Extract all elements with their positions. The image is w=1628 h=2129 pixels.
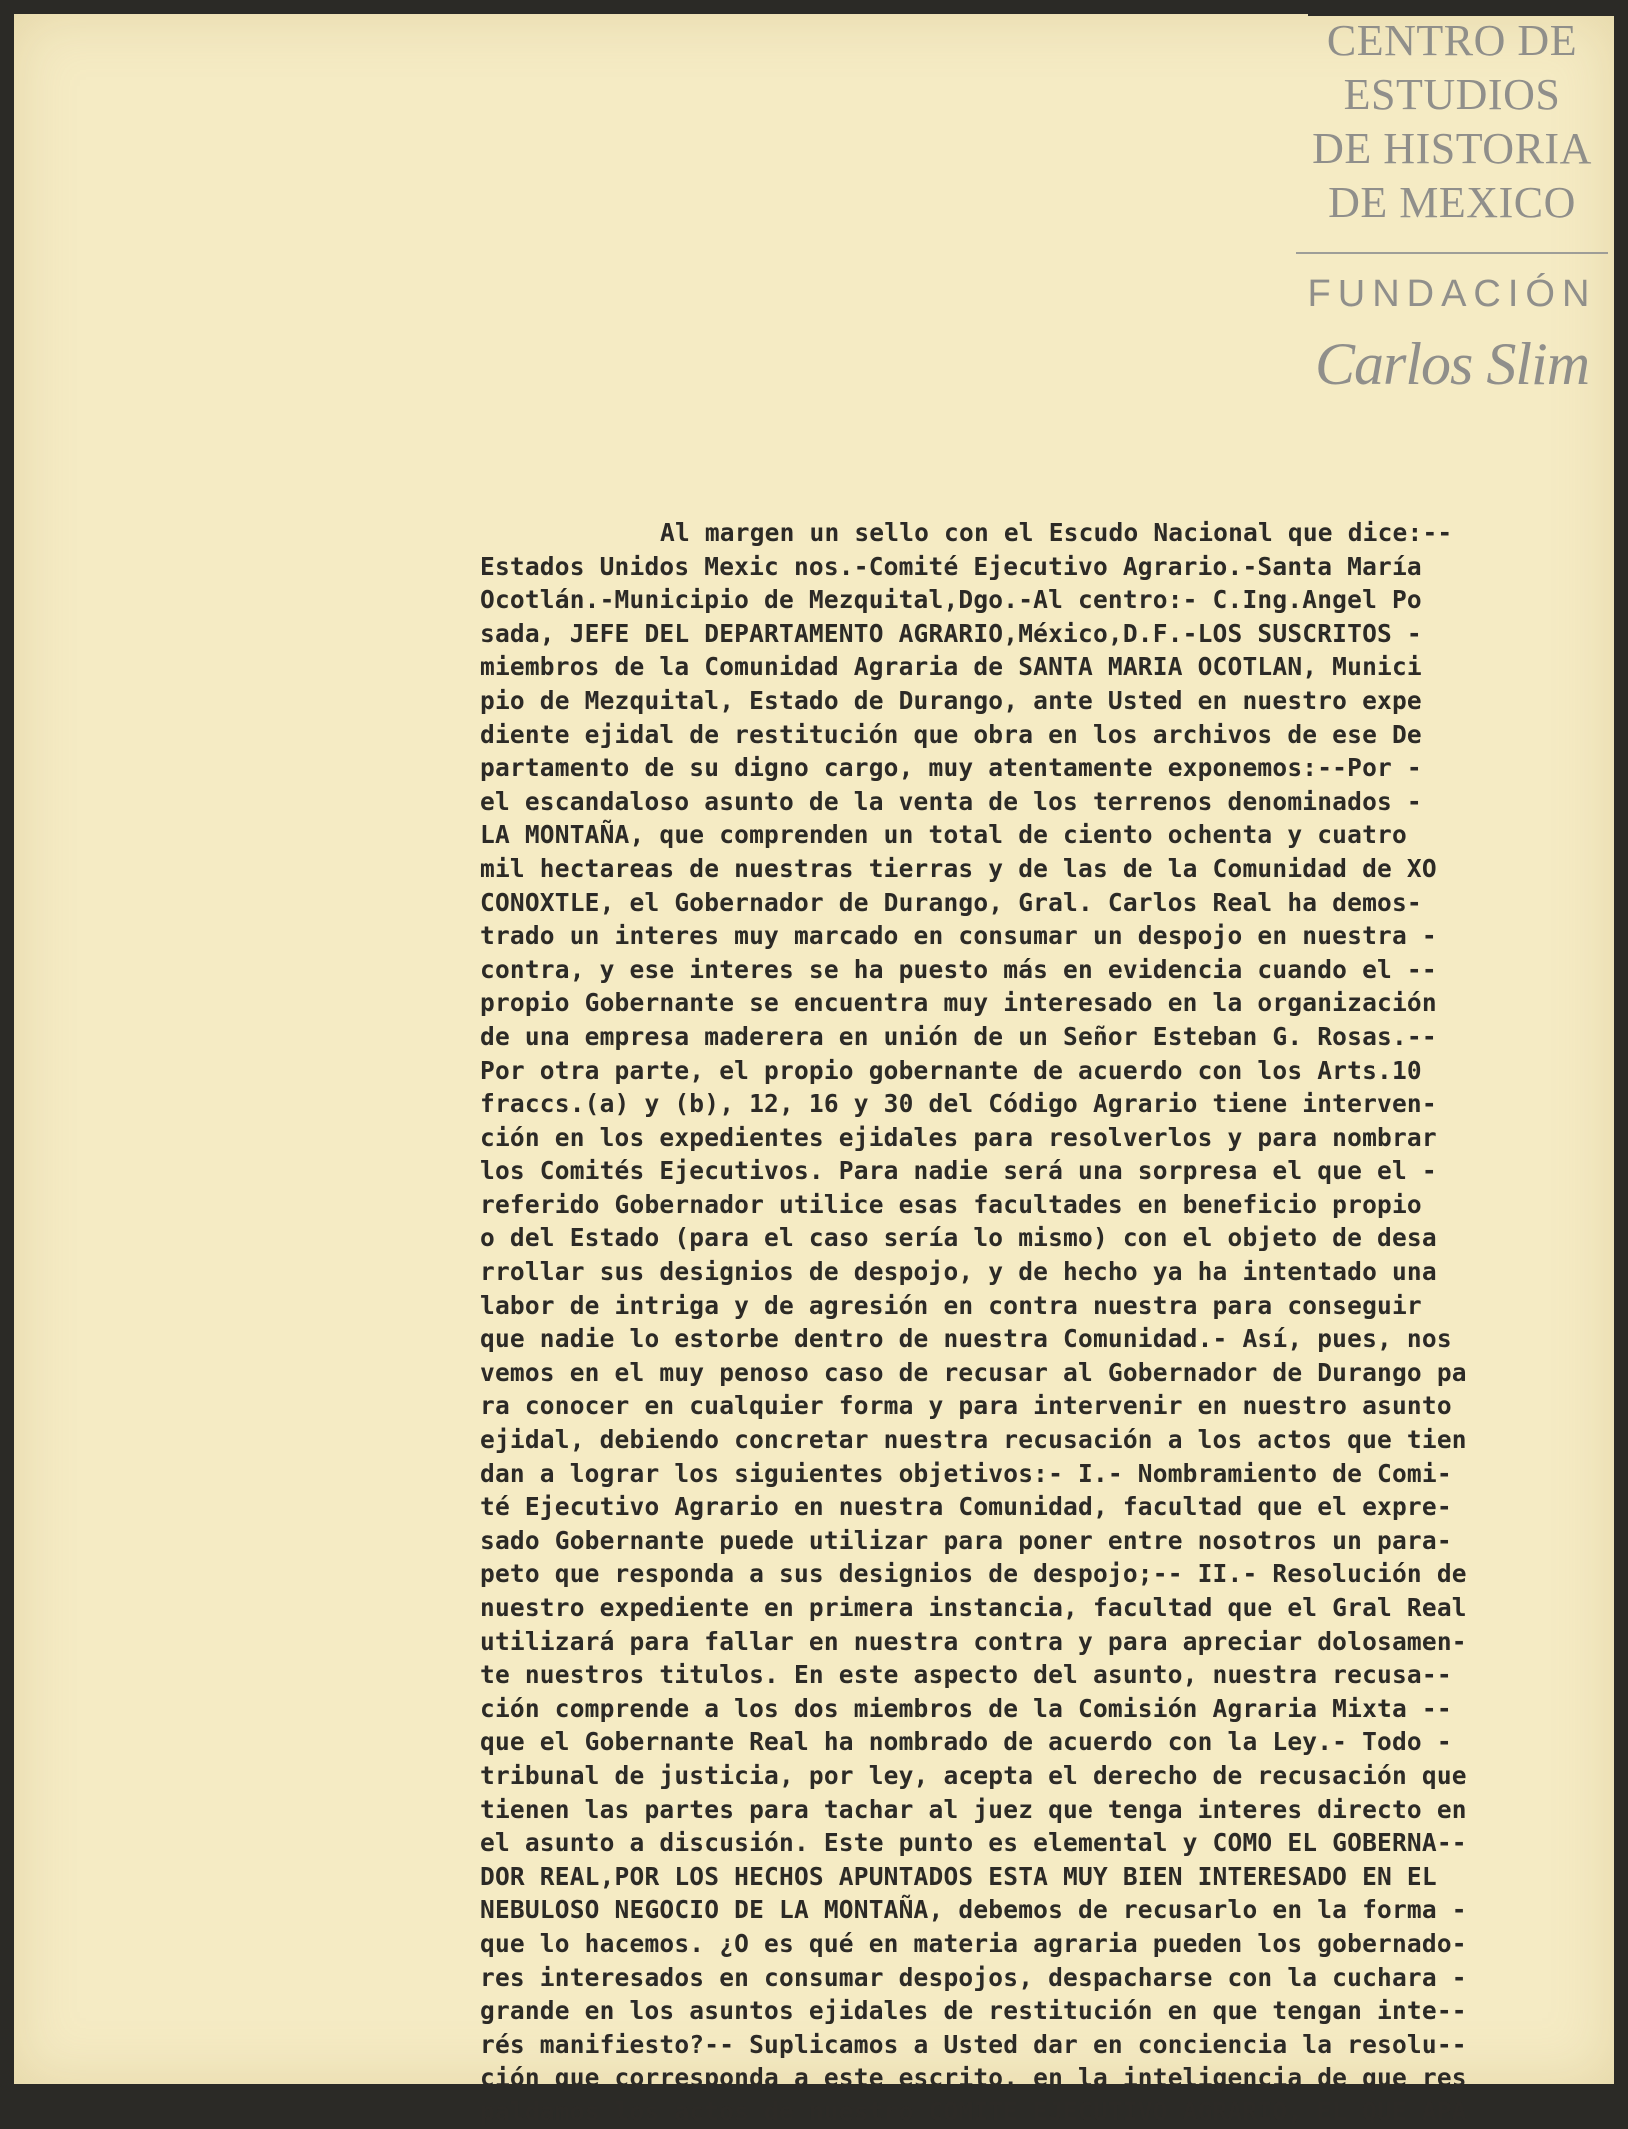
text-line: sada, JEFE DEL DEPARTAMENTO AGRARIO,México,D.F.-LOS SUSCRITOS -: [480, 618, 1422, 648]
text-line: te nuestros titulos. En este aspecto del asunto, nuestra recusa--: [480, 1660, 1452, 1690]
typewritten-body: [480, 516, 1580, 2129]
text-line: miembros de la Comunidad Agraria de SANTA MARIA OCOTLAN, Munici: [480, 652, 1422, 682]
text-line: utilizará para fallar en nuestra contra y para apreciar dolosamen-: [480, 1626, 1467, 1656]
text-line: sado Gobernante puede utilizar para poner entre nosotros un para-: [480, 1525, 1452, 1555]
text-line: ción que corresponda a este escrito, en la inteligencia de que res: [480, 2063, 1467, 2093]
text-line: ejidal, debiendo concretar nuestra recusación a los actos que tien: [480, 1425, 1467, 1455]
document-page: [14, 14, 1614, 2126]
text-line: labor de intriga y de agresión en contra nuestra para conseguir: [480, 1290, 1422, 1320]
watermark-line-1: CENTRO DE: [1326, 16, 1578, 65]
text-line: dan a lograr los siguientes objetivos:- I.- Nombramiento de Comi-: [480, 1458, 1452, 1488]
watermark-line-2: ESTUDIOS: [1343, 70, 1561, 119]
text-line: tribunal de justicia, por ley, acepta el derecho de recusación que: [480, 1760, 1467, 1790]
text-line: el escandaloso asunto de la venta de los terrenos denominados -: [480, 786, 1422, 816]
text-line: partamento de su digno cargo, muy atentamente exponemos:--Por -: [480, 753, 1422, 783]
text-line: ra conocer en cualquier forma y para intervenir en nuestro asunto: [480, 1391, 1452, 1421]
text-line: DOR REAL,POR LOS HECHOS APUNTADOS ESTA MUY BIEN INTERESADO EN EL: [480, 1861, 1437, 1891]
text-line: paldamos los actos de nuestro COMITE EJECUTIVO AGRARIO, EL QUE APA: [480, 2096, 1467, 2126]
text-line: NEBULOSO NEGOCIO DE LA MONTAÑA, debemos de recusarlo en la forma -: [480, 1895, 1467, 1925]
text-line: que lo hacemos. ¿O es qué en materia agraria pueden los gobernado-: [480, 1928, 1467, 1958]
text-line: diente ejidal de restitución que obra en los archivos de ese De: [480, 719, 1422, 749]
watermark-divider: [1296, 252, 1608, 254]
text-line: grande en los asuntos ejidales de restitución en que tengan inte--: [480, 1996, 1467, 2026]
scan-edge: [1308, 0, 1628, 16]
watermark-fundacion: FUNDACIÓN: [1307, 273, 1597, 315]
text-line: pio de Mezquital, Estado de Durango, ante Usted en nuestro expe: [480, 685, 1422, 715]
text-line: Por otra parte, el propio gobernante de acuerdo con los Arts.10: [480, 1055, 1422, 1085]
text-line: CONOXTLE, el Gobernador de Durango, Gral. Carlos Real ha demos-: [480, 887, 1422, 917]
watermark-line-3: DE HISTORIA: [1312, 124, 1592, 173]
text-line: los Comités Ejecutivos. Para nadie será una sorpresa el que el -: [480, 1156, 1437, 1186]
text-line: propio Gobernante se encuentra muy interesado en la organización: [480, 988, 1437, 1018]
text-line: mil hectareas de nuestras tierras y de las de la Comunidad de XO: [480, 853, 1437, 883]
text-line: o del Estado (para el caso sería lo mismo) con el objeto de desa: [480, 1223, 1437, 1253]
text-line: rrollar sus designios de despojo, y de hecho ya ha intentado una: [480, 1257, 1437, 1287]
text-line: ción en los expedientes ejidales para resolverlos y para nombrar: [480, 1122, 1437, 1152]
text-line: res interesados en consumar despojos, despacharse con la cuchara -: [480, 1962, 1467, 1992]
text-line: LA MONTAÑA, que comprenden un total de ciento ochenta y cuatro: [480, 820, 1407, 850]
text-line: ción comprende a los dos miembros de la Comisión Agraria Mixta --: [480, 1693, 1452, 1723]
text-line: nuestro expediente en primera instancia, facultad que el Gral Real: [480, 1593, 1467, 1622]
institution-watermark: [1296, 14, 1608, 404]
text-line: Ocotlán.-Municipio de Mezquital,Dgo.-Al centro:- C.Ing.Angel Po: [480, 585, 1422, 615]
text-line: de una empresa maderera en unión de un Señor Esteban G. Rosas.--: [480, 1021, 1437, 1051]
watermark-signature: Carlos Slim: [1314, 331, 1590, 397]
text-line: fraccs.(a) y (b), 12, 16 y 30 del Código Agrario tiene interven-: [480, 1089, 1437, 1119]
text-line: que nadie lo estorbe dentro de nuestra Comunidad.- Así, pues, nos: [480, 1324, 1452, 1354]
text-line: tienen las partes para tachar al juez que tenga interes directo en: [480, 1794, 1467, 1824]
text-line: rés manifiesto?-- Suplicamos a Usted dar en conciencia la resolu--: [480, 2029, 1467, 2059]
text-line: Al margen un sello con el Escudo Nacional que dice:--: [660, 518, 1453, 547]
text-line: referido Gobernador utilice esas facultades en beneficio propio: [480, 1189, 1422, 1219]
text-line: que el Gobernante Real ha nombrado de acuerdo con la Ley.- Todo -: [480, 1727, 1452, 1757]
watermark-line-4: DE MEXICO: [1328, 178, 1576, 227]
text-line: peto que responda a sus designios de despojo;-- II.- Resolución de: [480, 1559, 1467, 1589]
text-line: té Ejecutivo Agrario en nuestra Comunidad, facultad que el expre-: [480, 1492, 1452, 1522]
text-line: vemos en el muy penoso caso de recusar al Gobernador de Durango pa: [480, 1357, 1467, 1387]
text-line: trado un interes muy marcado en consumar un despojo en nuestra -: [480, 921, 1437, 951]
text-line: el asunto a discusión. Este punto es elemental y COMO EL GOBERNA--: [480, 1828, 1467, 1858]
text-line: Estados Unidos Mexic nos.-Comité Ejecutivo Agrario.-Santa María: [480, 551, 1422, 581]
text-line: contra, y ese interes se ha puesto más en evidencia cuando el --: [480, 954, 1437, 984]
